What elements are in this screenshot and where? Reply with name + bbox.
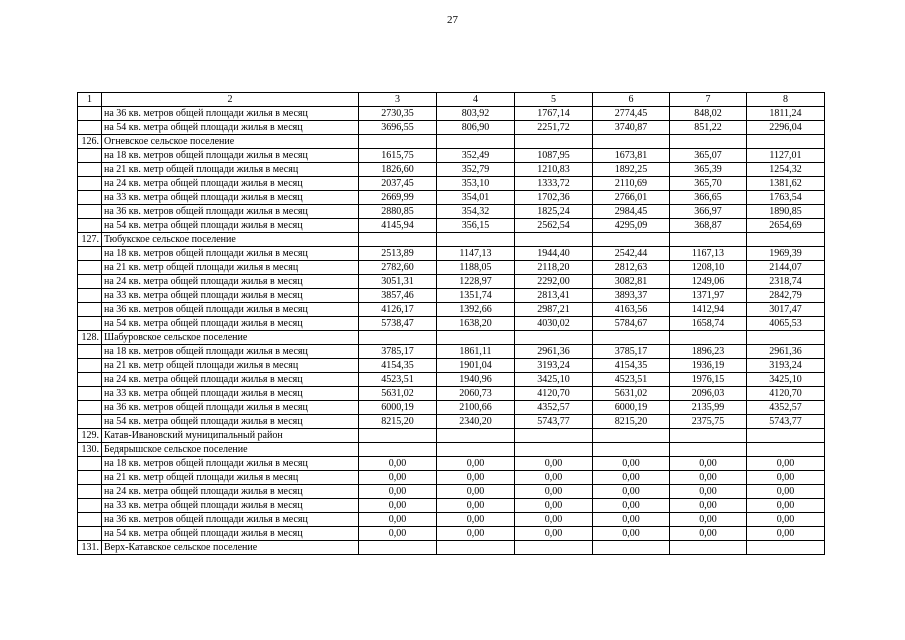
value-cell: 366,97 xyxy=(670,205,747,219)
value-cell: 0,00 xyxy=(515,485,593,499)
value-cell: 806,90 xyxy=(437,121,515,135)
table-row xyxy=(78,149,825,163)
value-cell: 2144,07 xyxy=(747,261,825,275)
value-cell xyxy=(515,443,593,457)
value-cell: 366,65 xyxy=(670,191,747,205)
value-cell: 0,00 xyxy=(747,485,825,499)
value-cell: 2987,21 xyxy=(515,303,593,317)
row-number: 130. xyxy=(78,443,102,457)
value-cell xyxy=(670,135,747,149)
value-cell: 0,00 xyxy=(593,457,670,471)
table-row xyxy=(78,205,825,219)
value-cell xyxy=(359,443,437,457)
row-name: на 21 кв. метр общей площади жилья в месяц xyxy=(102,359,359,373)
value-cell: 0,00 xyxy=(670,499,747,513)
value-cell: 2782,60 xyxy=(359,261,437,275)
value-cell: 1381,62 xyxy=(747,177,825,191)
value-cell: 1412,94 xyxy=(670,303,747,317)
value-cell xyxy=(359,135,437,149)
table-row xyxy=(78,163,825,177)
value-cell: 2292,00 xyxy=(515,275,593,289)
row-number xyxy=(78,471,102,485)
value-cell: 1615,75 xyxy=(359,149,437,163)
row-name: на 18 кв. метров общей площади жилья в месяц xyxy=(102,345,359,359)
row-name: на 24 кв. метра общей площади жилья в месяц xyxy=(102,373,359,387)
value-cell: 0,00 xyxy=(437,457,515,471)
row-name: на 33 кв. метра общей площади жилья в месяц xyxy=(102,387,359,401)
value-cell xyxy=(747,429,825,443)
row-name: Катав-Ивановский муниципальный район xyxy=(102,429,359,443)
table-row xyxy=(78,317,825,331)
tariff-table xyxy=(77,92,825,555)
value-cell: 2135,99 xyxy=(670,401,747,415)
value-cell: 5631,02 xyxy=(359,387,437,401)
value-cell: 0,00 xyxy=(593,485,670,499)
value-cell: 2118,20 xyxy=(515,261,593,275)
value-cell: 0,00 xyxy=(515,457,593,471)
row-number xyxy=(78,499,102,513)
value-cell: 0,00 xyxy=(437,527,515,541)
value-cell xyxy=(359,541,437,555)
row-name: Тюбукское сельское поселение xyxy=(102,233,359,247)
value-cell: 0,00 xyxy=(359,457,437,471)
value-cell: 2880,85 xyxy=(359,205,437,219)
value-cell: 1210,83 xyxy=(515,163,593,177)
value-cell: 352,49 xyxy=(437,149,515,163)
value-cell: 1087,95 xyxy=(515,149,593,163)
row-number: 127. xyxy=(78,233,102,247)
value-cell: 1228,97 xyxy=(437,275,515,289)
row-number xyxy=(78,261,102,275)
value-cell xyxy=(670,331,747,345)
value-cell: 2251,72 xyxy=(515,121,593,135)
value-cell: 1188,05 xyxy=(437,261,515,275)
value-cell: 4154,35 xyxy=(593,359,670,373)
row-name: на 18 кв. метров общей площади жилья в месяц xyxy=(102,149,359,163)
value-cell: 0,00 xyxy=(515,527,593,541)
table-row xyxy=(78,373,825,387)
value-cell: 0,00 xyxy=(359,513,437,527)
value-cell xyxy=(437,233,515,247)
row-number xyxy=(78,191,102,205)
table-row xyxy=(78,541,825,555)
table-row xyxy=(78,387,825,401)
header-cell: 4 xyxy=(437,93,515,107)
header-cell: 1 xyxy=(78,93,102,107)
row-name: на 21 кв. метр общей площади жилья в месяц xyxy=(102,261,359,275)
table-row xyxy=(78,443,825,457)
value-cell xyxy=(593,233,670,247)
row-number xyxy=(78,205,102,219)
value-cell: 3740,87 xyxy=(593,121,670,135)
value-cell: 368,87 xyxy=(670,219,747,233)
value-cell: 0,00 xyxy=(515,499,593,513)
value-cell xyxy=(437,331,515,345)
table-row xyxy=(78,471,825,485)
row-number: 128. xyxy=(78,331,102,345)
table-row xyxy=(78,247,825,261)
table-row xyxy=(78,303,825,317)
value-cell: 2842,79 xyxy=(747,289,825,303)
table-row xyxy=(78,485,825,499)
value-cell: 1147,13 xyxy=(437,247,515,261)
value-cell: 2766,01 xyxy=(593,191,670,205)
value-cell: 2961,36 xyxy=(747,345,825,359)
row-number xyxy=(78,345,102,359)
row-number xyxy=(78,275,102,289)
row-number xyxy=(78,247,102,261)
table-row xyxy=(78,275,825,289)
value-cell xyxy=(670,429,747,443)
value-cell: 3017,47 xyxy=(747,303,825,317)
value-cell xyxy=(670,541,747,555)
table-row xyxy=(78,135,825,149)
value-cell: 0,00 xyxy=(593,527,670,541)
value-cell: 2513,89 xyxy=(359,247,437,261)
value-cell: 4163,56 xyxy=(593,303,670,317)
value-cell: 803,92 xyxy=(437,107,515,121)
value-cell: 1940,96 xyxy=(437,373,515,387)
value-cell: 3193,24 xyxy=(747,359,825,373)
row-name: Бедярышское сельское поселение xyxy=(102,443,359,457)
value-cell: 6000,19 xyxy=(359,401,437,415)
value-cell: 4030,02 xyxy=(515,317,593,331)
value-cell: 2730,35 xyxy=(359,107,437,121)
value-cell xyxy=(747,135,825,149)
value-cell: 1392,66 xyxy=(437,303,515,317)
value-cell: 354,01 xyxy=(437,191,515,205)
value-cell: 356,15 xyxy=(437,219,515,233)
value-cell: 8215,20 xyxy=(359,415,437,429)
value-cell: 5743,77 xyxy=(747,415,825,429)
value-cell: 354,32 xyxy=(437,205,515,219)
row-number: 126. xyxy=(78,135,102,149)
value-cell xyxy=(670,233,747,247)
value-cell xyxy=(515,429,593,443)
value-cell: 2318,74 xyxy=(747,275,825,289)
row-name: Верх-Катавское сельское поселение xyxy=(102,541,359,555)
header-cell: 3 xyxy=(359,93,437,107)
value-cell: 0,00 xyxy=(670,527,747,541)
row-name: на 36 кв. метров общей площади жилья в месяц xyxy=(102,205,359,219)
value-cell: 4352,57 xyxy=(747,401,825,415)
row-name: на 54 кв. метра общей площади жилья в месяц xyxy=(102,317,359,331)
value-cell: 0,00 xyxy=(359,499,437,513)
row-name: на 21 кв. метр общей площади жилья в месяц xyxy=(102,163,359,177)
value-cell: 4120,70 xyxy=(747,387,825,401)
row-name: на 54 кв. метра общей площади жилья в месяц xyxy=(102,121,359,135)
value-cell: 1767,14 xyxy=(515,107,593,121)
value-cell: 1763,54 xyxy=(747,191,825,205)
value-cell xyxy=(593,135,670,149)
value-cell: 0,00 xyxy=(747,513,825,527)
value-cell: 0,00 xyxy=(359,471,437,485)
row-name: на 33 кв. метра общей площади жилья в месяц xyxy=(102,289,359,303)
value-cell: 3785,17 xyxy=(593,345,670,359)
row-number xyxy=(78,163,102,177)
value-cell: 1896,23 xyxy=(670,345,747,359)
value-cell: 0,00 xyxy=(437,471,515,485)
table-row xyxy=(78,331,825,345)
value-cell: 0,00 xyxy=(747,471,825,485)
value-cell: 0,00 xyxy=(747,457,825,471)
header-row xyxy=(78,93,825,107)
row-number xyxy=(78,219,102,233)
row-name: на 24 кв. метра общей площади жилья в месяц xyxy=(102,485,359,499)
value-cell: 1826,60 xyxy=(359,163,437,177)
row-number xyxy=(78,485,102,499)
value-cell: 2961,36 xyxy=(515,345,593,359)
value-cell: 1673,81 xyxy=(593,149,670,163)
row-number xyxy=(78,317,102,331)
value-cell: 5738,47 xyxy=(359,317,437,331)
value-cell: 2654,69 xyxy=(747,219,825,233)
value-cell: 3857,46 xyxy=(359,289,437,303)
value-cell: 2060,73 xyxy=(437,387,515,401)
row-number xyxy=(78,415,102,429)
value-cell xyxy=(747,443,825,457)
value-cell xyxy=(437,541,515,555)
value-cell xyxy=(359,331,437,345)
value-cell: 1208,10 xyxy=(670,261,747,275)
value-cell: 2096,03 xyxy=(670,387,747,401)
row-number xyxy=(78,527,102,541)
value-cell: 1861,11 xyxy=(437,345,515,359)
value-cell xyxy=(593,541,670,555)
value-cell: 1167,13 xyxy=(670,247,747,261)
value-cell: 365,39 xyxy=(670,163,747,177)
value-cell: 0,00 xyxy=(359,527,437,541)
value-cell: 3051,31 xyxy=(359,275,437,289)
value-cell: 1371,97 xyxy=(670,289,747,303)
value-cell xyxy=(670,443,747,457)
row-number: 131. xyxy=(78,541,102,555)
table-row xyxy=(78,513,825,527)
value-cell: 1127,01 xyxy=(747,149,825,163)
table-row xyxy=(78,233,825,247)
row-name: Шабуровское сельское поселение xyxy=(102,331,359,345)
value-cell xyxy=(593,429,670,443)
value-cell: 0,00 xyxy=(747,527,825,541)
row-name: на 18 кв. метров общей площади жилья в месяц xyxy=(102,457,359,471)
row-name: на 54 кв. метра общей площади жилья в месяц xyxy=(102,527,359,541)
value-cell: 365,70 xyxy=(670,177,747,191)
value-cell: 0,00 xyxy=(437,499,515,513)
value-cell: 4145,94 xyxy=(359,219,437,233)
header-cell: 2 xyxy=(102,93,359,107)
row-name: на 36 кв. метров общей площади жилья в месяц xyxy=(102,107,359,121)
value-cell: 2110,69 xyxy=(593,177,670,191)
value-cell: 0,00 xyxy=(747,499,825,513)
row-number xyxy=(78,457,102,471)
value-cell: 8215,20 xyxy=(593,415,670,429)
value-cell xyxy=(359,233,437,247)
value-cell: 2984,45 xyxy=(593,205,670,219)
row-name: на 33 кв. метра общей площади жилья в месяц xyxy=(102,499,359,513)
header-cell: 8 xyxy=(747,93,825,107)
row-name: на 24 кв. метра общей площади жилья в месяц xyxy=(102,177,359,191)
value-cell: 6000,19 xyxy=(593,401,670,415)
value-cell: 4523,51 xyxy=(359,373,437,387)
table-row xyxy=(78,499,825,513)
row-number xyxy=(78,289,102,303)
value-cell: 0,00 xyxy=(359,485,437,499)
header-cell: 5 xyxy=(515,93,593,107)
value-cell xyxy=(437,429,515,443)
value-cell xyxy=(437,443,515,457)
value-cell: 5743,77 xyxy=(515,415,593,429)
value-cell: 0,00 xyxy=(593,499,670,513)
table-row xyxy=(78,121,825,135)
value-cell: 3193,24 xyxy=(515,359,593,373)
header-cell: 6 xyxy=(593,93,670,107)
value-cell: 3082,81 xyxy=(593,275,670,289)
value-cell xyxy=(515,331,593,345)
row-name: на 21 кв. метр общей площади жилья в месяц xyxy=(102,471,359,485)
value-cell: 1249,06 xyxy=(670,275,747,289)
row-name: на 24 кв. метра общей площади жилья в месяц xyxy=(102,275,359,289)
table-row xyxy=(78,429,825,443)
value-cell: 3425,10 xyxy=(747,373,825,387)
value-cell: 1638,20 xyxy=(437,317,515,331)
value-cell: 1892,25 xyxy=(593,163,670,177)
value-cell: 2296,04 xyxy=(747,121,825,135)
value-cell: 2037,45 xyxy=(359,177,437,191)
table-row xyxy=(78,457,825,471)
row-name: на 36 кв. метров общей площади жилья в месяц xyxy=(102,303,359,317)
row-number xyxy=(78,513,102,527)
value-cell: 0,00 xyxy=(593,471,670,485)
table-row xyxy=(78,527,825,541)
value-cell: 4154,35 xyxy=(359,359,437,373)
value-cell: 2774,45 xyxy=(593,107,670,121)
value-cell: 4523,51 xyxy=(593,373,670,387)
value-cell xyxy=(593,331,670,345)
value-cell: 1936,19 xyxy=(670,359,747,373)
value-cell: 4126,17 xyxy=(359,303,437,317)
value-cell xyxy=(593,443,670,457)
value-cell xyxy=(515,135,593,149)
row-number xyxy=(78,373,102,387)
row-name: Огневское сельское поселение xyxy=(102,135,359,149)
value-cell: 2340,20 xyxy=(437,415,515,429)
value-cell: 848,02 xyxy=(670,107,747,121)
value-cell: 3425,10 xyxy=(515,373,593,387)
value-cell xyxy=(747,331,825,345)
value-cell: 0,00 xyxy=(437,513,515,527)
row-number xyxy=(78,177,102,191)
value-cell: 2542,44 xyxy=(593,247,670,261)
row-number xyxy=(78,401,102,415)
row-name: на 54 кв. метра общей площади жилья в месяц xyxy=(102,415,359,429)
value-cell: 2669,99 xyxy=(359,191,437,205)
value-cell: 1811,24 xyxy=(747,107,825,121)
table-row xyxy=(78,401,825,415)
table-row xyxy=(78,107,825,121)
value-cell xyxy=(515,233,593,247)
value-cell xyxy=(747,541,825,555)
value-cell xyxy=(359,429,437,443)
table-row xyxy=(78,219,825,233)
value-cell: 4065,53 xyxy=(747,317,825,331)
row-name: на 33 кв. метра общей площади жилья в месяц xyxy=(102,191,359,205)
value-cell: 4295,09 xyxy=(593,219,670,233)
value-cell: 5631,02 xyxy=(593,387,670,401)
value-cell: 2813,41 xyxy=(515,289,593,303)
value-cell: 0,00 xyxy=(515,513,593,527)
value-cell: 0,00 xyxy=(593,513,670,527)
value-cell: 0,00 xyxy=(437,485,515,499)
value-cell: 1944,40 xyxy=(515,247,593,261)
value-cell: 3785,17 xyxy=(359,345,437,359)
row-name: на 18 кв. метров общей площади жилья в месяц xyxy=(102,247,359,261)
value-cell: 2375,75 xyxy=(670,415,747,429)
value-cell: 0,00 xyxy=(515,471,593,485)
value-cell: 1658,74 xyxy=(670,317,747,331)
table-row xyxy=(78,191,825,205)
value-cell: 1825,24 xyxy=(515,205,593,219)
value-cell xyxy=(747,233,825,247)
value-cell: 0,00 xyxy=(670,471,747,485)
value-cell: 1969,39 xyxy=(747,247,825,261)
row-name: на 54 кв. метра общей площади жилья в месяц xyxy=(102,219,359,233)
page-number: 27 xyxy=(447,14,458,26)
value-cell: 5784,67 xyxy=(593,317,670,331)
table-row xyxy=(78,359,825,373)
value-cell: 1254,32 xyxy=(747,163,825,177)
value-cell xyxy=(515,541,593,555)
table-row xyxy=(78,261,825,275)
value-cell: 0,00 xyxy=(670,513,747,527)
value-cell: 1976,15 xyxy=(670,373,747,387)
value-cell: 353,10 xyxy=(437,177,515,191)
value-cell: 2562,54 xyxy=(515,219,593,233)
value-cell: 4352,57 xyxy=(515,401,593,415)
row-number xyxy=(78,303,102,317)
value-cell: 3893,37 xyxy=(593,289,670,303)
table-row xyxy=(78,415,825,429)
row-number xyxy=(78,107,102,121)
value-cell: 1702,36 xyxy=(515,191,593,205)
value-cell: 1333,72 xyxy=(515,177,593,191)
value-cell: 851,22 xyxy=(670,121,747,135)
row-number xyxy=(78,359,102,373)
value-cell: 4120,70 xyxy=(515,387,593,401)
value-cell: 2812,63 xyxy=(593,261,670,275)
value-cell: 1890,85 xyxy=(747,205,825,219)
value-cell: 1901,04 xyxy=(437,359,515,373)
value-cell: 352,79 xyxy=(437,163,515,177)
row-number xyxy=(78,121,102,135)
row-number xyxy=(78,149,102,163)
table-row xyxy=(78,345,825,359)
row-name: на 36 кв. метров общей площади жилья в месяц xyxy=(102,401,359,415)
value-cell xyxy=(437,135,515,149)
value-cell: 365,07 xyxy=(670,149,747,163)
table-row xyxy=(78,177,825,191)
row-name: на 36 кв. метров общей площади жилья в месяц xyxy=(102,513,359,527)
table-row xyxy=(78,289,825,303)
row-number xyxy=(78,387,102,401)
value-cell: 3696,55 xyxy=(359,121,437,135)
value-cell: 1351,74 xyxy=(437,289,515,303)
value-cell: 0,00 xyxy=(670,485,747,499)
row-number: 129. xyxy=(78,429,102,443)
value-cell: 0,00 xyxy=(670,457,747,471)
value-cell: 2100,66 xyxy=(437,401,515,415)
header-cell: 7 xyxy=(670,93,747,107)
